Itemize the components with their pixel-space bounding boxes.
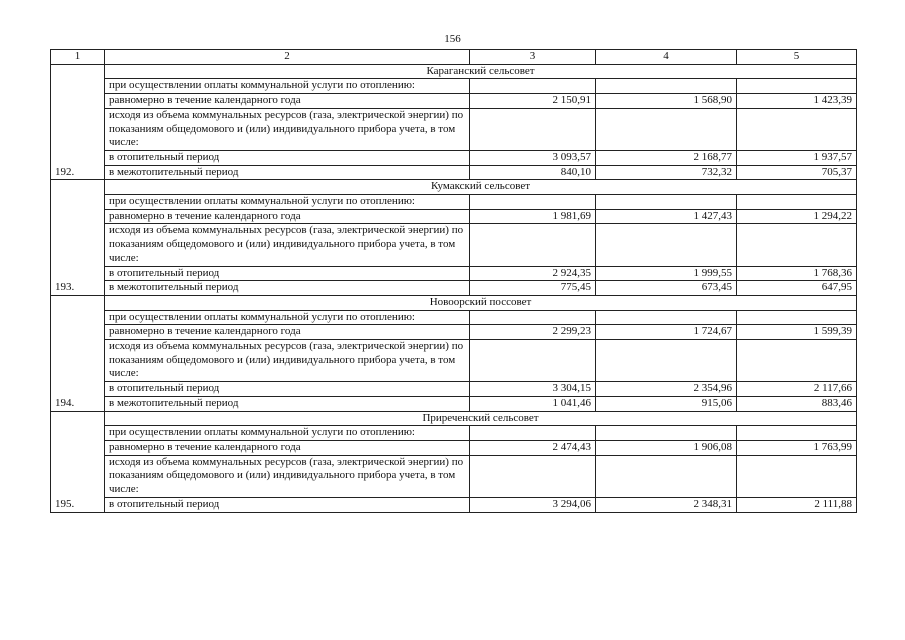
value-cell-col3: 2 299,23 [470, 325, 596, 340]
description-cell: при осуществлении оплаты коммунальной услуги по отоплению: [105, 79, 470, 94]
value-cell-col3: 1 041,46 [470, 396, 596, 411]
value-cell-col5 [737, 79, 857, 94]
description-cell: равномерно в течение календарного года [105, 209, 470, 224]
value-cell-col4: 1 724,67 [596, 325, 737, 340]
column-header-row [51, 50, 857, 65]
description-cell: исходя из объема коммунальных ресурсов (газа, электрической энергии) по показаниям общедомового и (или) индивидуального прибора учета, в том числе: [105, 340, 470, 382]
value-cell-col5: 1 423,39 [737, 94, 857, 109]
value-cell-col3: 2 474,43 [470, 440, 596, 455]
column-header: 3 [470, 50, 596, 65]
value-cell-col4: 915,06 [596, 396, 737, 411]
value-cell-col4 [596, 195, 737, 210]
value-cell-col4 [596, 108, 737, 150]
value-cell-col3 [470, 108, 596, 150]
value-cell-col3 [470, 224, 596, 266]
table-row [51, 497, 857, 512]
value-cell-col5: 883,46 [737, 396, 857, 411]
table-body [51, 50, 857, 513]
value-cell-col5 [737, 426, 857, 441]
value-cell-col4: 2 348,31 [596, 497, 737, 512]
description-cell: при осуществлении оплаты коммунальной услуги по отоплению: [105, 310, 470, 325]
group-title-row [51, 64, 857, 79]
value-cell-col4: 732,32 [596, 165, 737, 180]
table-row [51, 94, 857, 109]
description-cell: в отопительный период [105, 497, 470, 512]
table-row [51, 209, 857, 224]
value-cell-col3: 1 981,69 [470, 209, 596, 224]
group-title-row [51, 295, 857, 310]
description-cell: равномерно в течение календарного года [105, 94, 470, 109]
row-number-cell: 194. [51, 295, 105, 411]
table-row [51, 108, 857, 150]
table-row [51, 340, 857, 382]
value-cell-col3: 2 924,35 [470, 266, 596, 281]
group-title-row [51, 180, 857, 195]
row-number-cell: 192. [51, 64, 105, 180]
value-cell-col3: 3 304,15 [470, 382, 596, 397]
value-cell-col3 [470, 455, 596, 497]
value-cell-col5: 647,95 [737, 281, 857, 296]
description-cell: при осуществлении оплаты коммунальной услуги по отоплению: [105, 426, 470, 441]
table-row [51, 455, 857, 497]
row-number-cell: 193. [51, 180, 105, 296]
description-cell: в межотопительный период [105, 281, 470, 296]
description-cell: при осуществлении оплаты коммунальной услуги по отоплению: [105, 195, 470, 210]
description-cell: в межотопительный период [105, 165, 470, 180]
description-cell: в отопительный период [105, 266, 470, 281]
value-cell-col4 [596, 79, 737, 94]
table-row [51, 165, 857, 180]
table-row [51, 396, 857, 411]
table-row [51, 440, 857, 455]
value-cell-col4 [596, 310, 737, 325]
value-cell-col4 [596, 340, 737, 382]
description-cell: исходя из объема коммунальных ресурсов (газа, электрической энергии) по показаниям общедомового и (или) индивидуального прибора учета, в том числе: [105, 108, 470, 150]
value-cell-col5: 1 763,99 [737, 440, 857, 455]
value-cell-col5: 1 599,39 [737, 325, 857, 340]
value-cell-col3 [470, 340, 596, 382]
group-title-row [51, 411, 857, 426]
value-cell-col5: 2 117,66 [737, 382, 857, 397]
value-cell-col5: 1 294,22 [737, 209, 857, 224]
column-header: 2 [105, 50, 470, 65]
column-header: 1 [51, 50, 105, 65]
value-cell-col5 [737, 340, 857, 382]
table-row [51, 325, 857, 340]
description-cell: в отопительный период [105, 150, 470, 165]
value-cell-col5: 705,37 [737, 165, 857, 180]
description-cell: равномерно в течение календарного года [105, 440, 470, 455]
table-row [51, 426, 857, 441]
value-cell-col5 [737, 310, 857, 325]
region-name-cell: Кумакский сельсовет [105, 180, 857, 195]
value-cell-col3 [470, 79, 596, 94]
value-cell-col4: 1 906,08 [596, 440, 737, 455]
tariff-table [50, 49, 857, 513]
table-row [51, 310, 857, 325]
table-row [51, 150, 857, 165]
table-row [51, 79, 857, 94]
description-cell: исходя из объема коммунальных ресурсов (газа, электрической энергии) по показаниям общедомового и (или) индивидуального прибора учета, в том числе: [105, 224, 470, 266]
region-name-cell: Приреченский сельсовет [105, 411, 857, 426]
value-cell-col3: 3 093,57 [470, 150, 596, 165]
value-cell-col5: 2 111,88 [737, 497, 857, 512]
table-row [51, 224, 857, 266]
value-cell-col5 [737, 224, 857, 266]
value-cell-col4: 2 168,77 [596, 150, 737, 165]
column-header: 5 [737, 50, 857, 65]
column-header: 4 [596, 50, 737, 65]
value-cell-col3: 840,10 [470, 165, 596, 180]
region-name-cell: Новоорский поссовет [105, 295, 857, 310]
value-cell-col4: 1 999,55 [596, 266, 737, 281]
page-number: 156 [444, 33, 461, 45]
description-cell: исходя из объема коммунальных ресурсов (газа, электрической энергии) по показаниям общедомового и (или) индивидуального прибора учета, в том числе: [105, 455, 470, 497]
value-cell-col4 [596, 455, 737, 497]
value-cell-col4: 2 354,96 [596, 382, 737, 397]
value-cell-col3 [470, 195, 596, 210]
table-row [51, 281, 857, 296]
region-name-cell: Караганский сельсовет [105, 64, 857, 79]
value-cell-col3: 775,45 [470, 281, 596, 296]
description-cell: равномерно в течение календарного года [105, 325, 470, 340]
value-cell-col5 [737, 455, 857, 497]
table-row [51, 195, 857, 210]
value-cell-col4: 673,45 [596, 281, 737, 296]
value-cell-col5: 1 768,36 [737, 266, 857, 281]
value-cell-col3: 2 150,91 [470, 94, 596, 109]
value-cell-col3: 3 294,06 [470, 497, 596, 512]
value-cell-col3 [470, 426, 596, 441]
value-cell-col4: 1 427,43 [596, 209, 737, 224]
table-row [51, 382, 857, 397]
value-cell-col4 [596, 426, 737, 441]
value-cell-col5 [737, 195, 857, 210]
value-cell-col4: 1 568,90 [596, 94, 737, 109]
table-row [51, 266, 857, 281]
value-cell-col4 [596, 224, 737, 266]
description-cell: в отопительный период [105, 382, 470, 397]
description-cell: в межотопительный период [105, 396, 470, 411]
value-cell-col3 [470, 310, 596, 325]
row-number-cell: 195. [51, 411, 105, 512]
value-cell-col5 [737, 108, 857, 150]
value-cell-col5: 1 937,57 [737, 150, 857, 165]
